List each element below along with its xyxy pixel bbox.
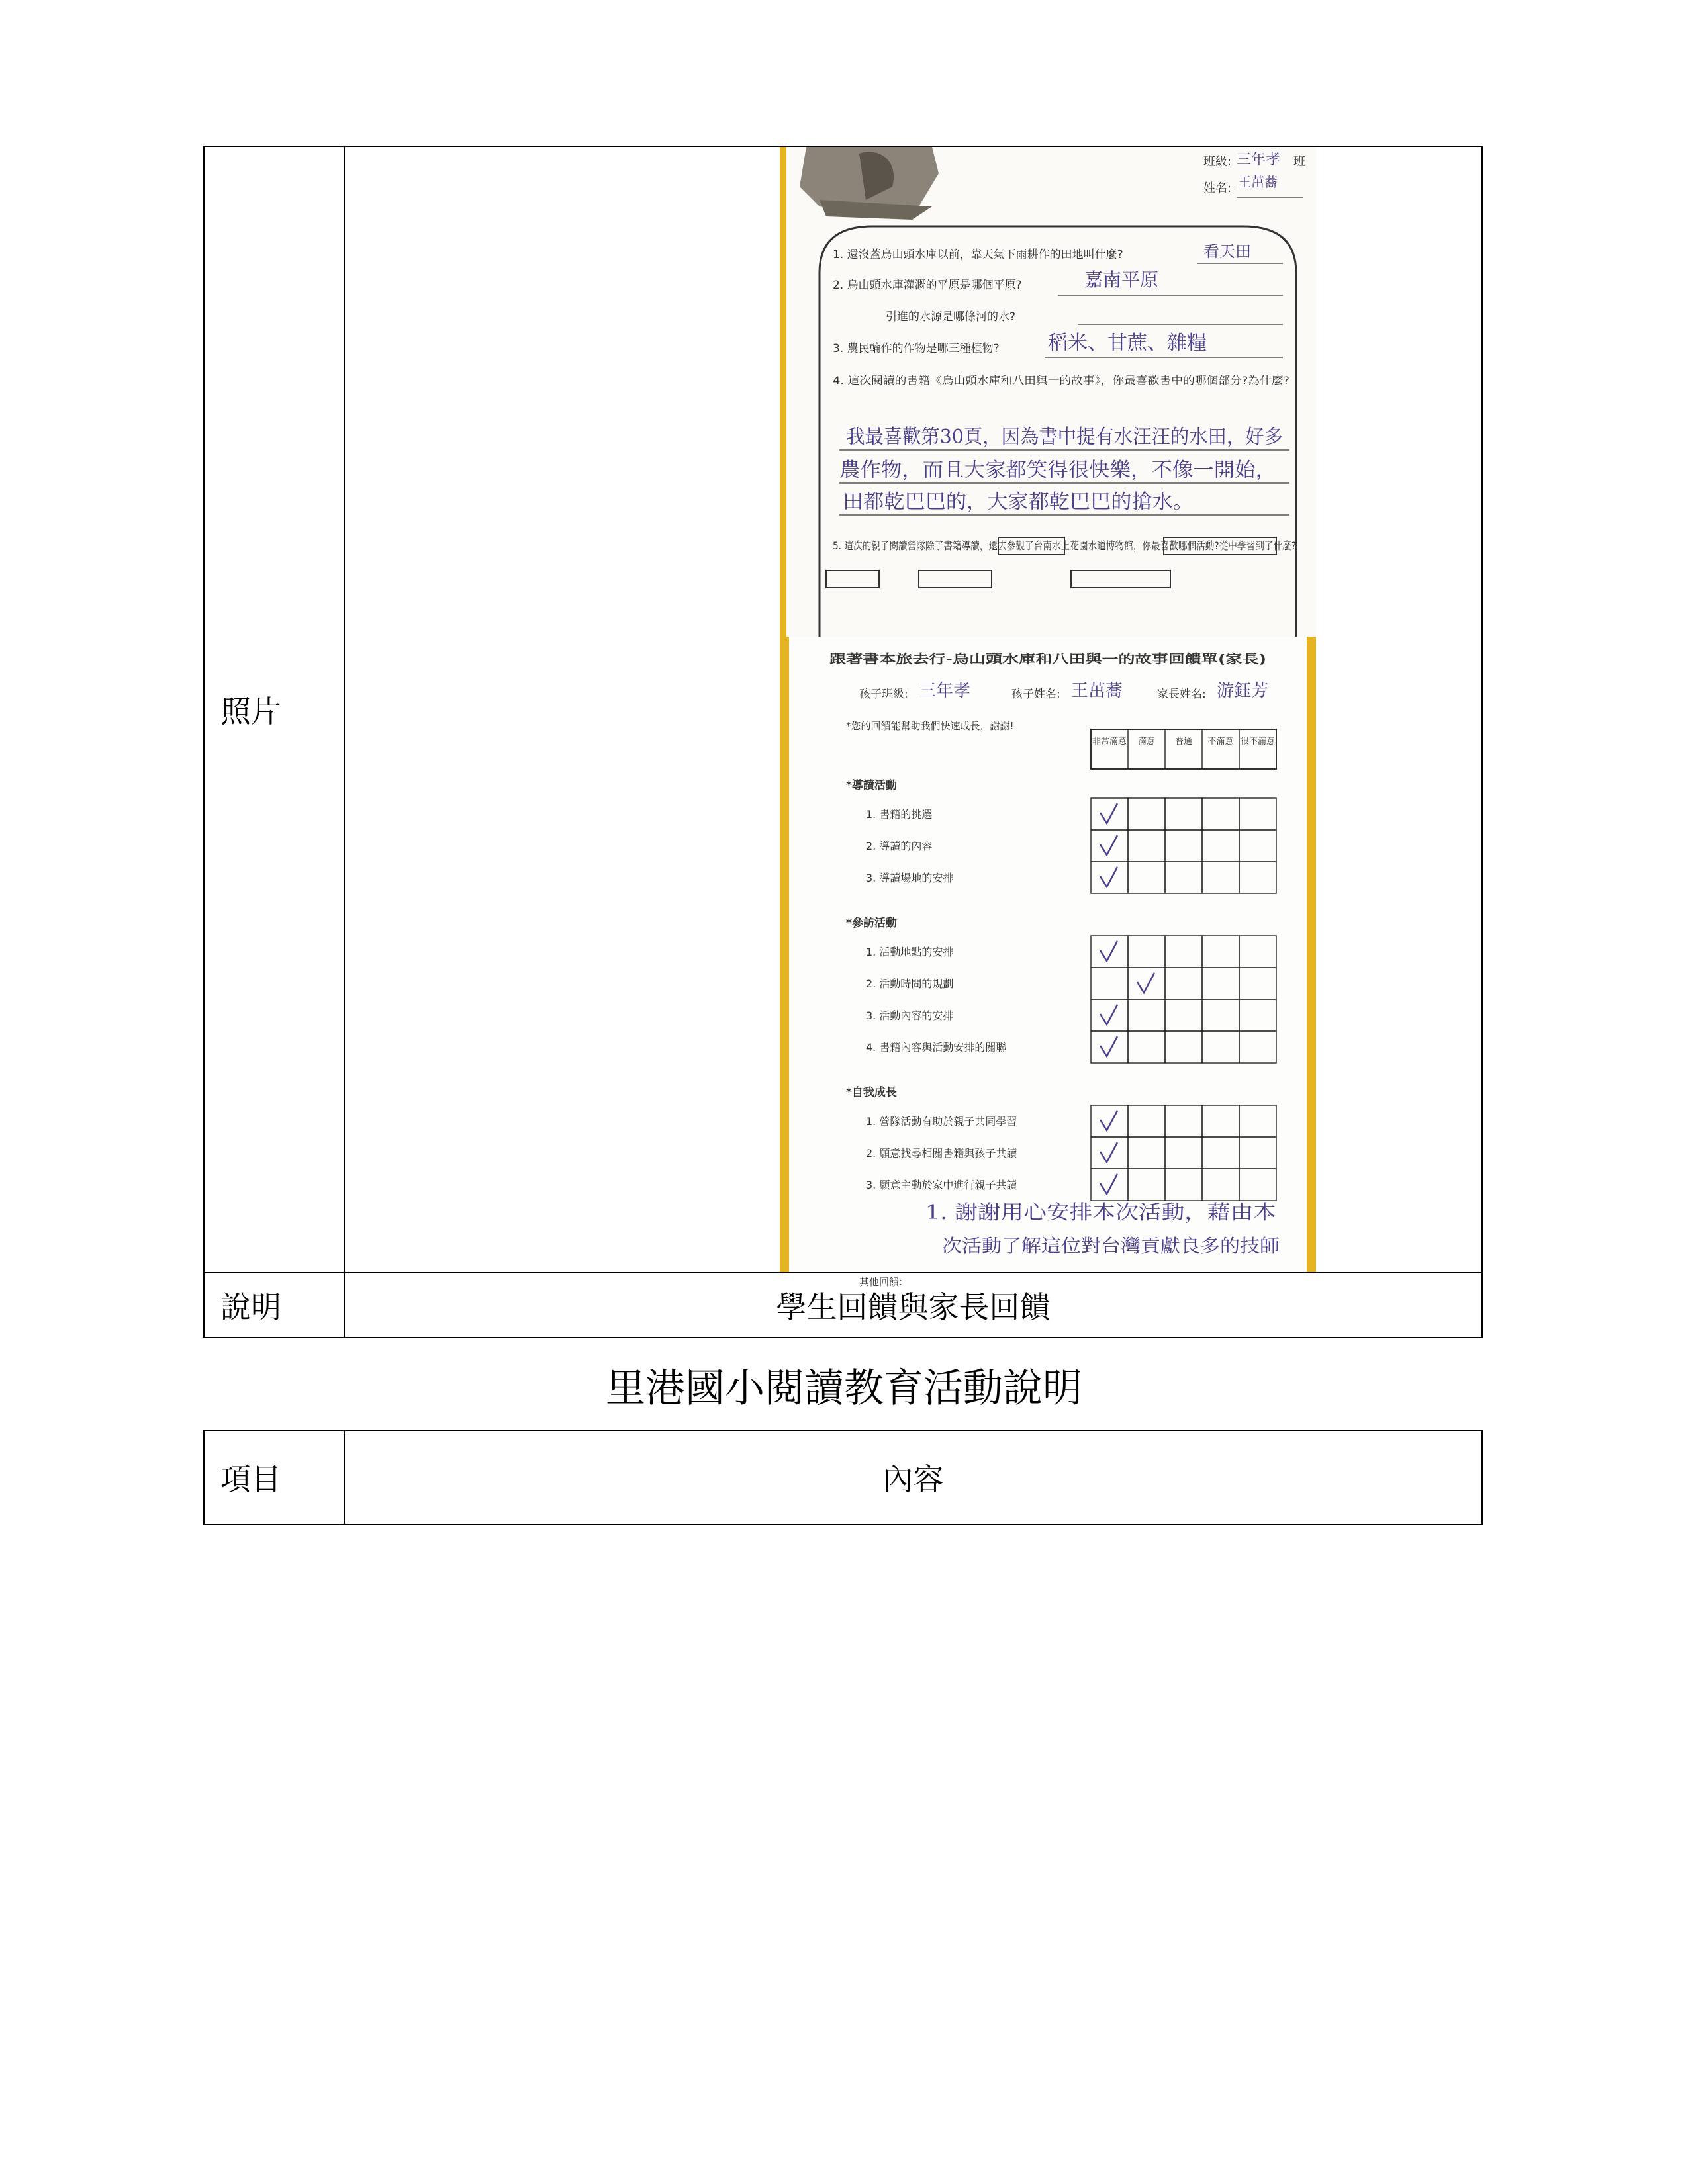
student-name-label: 姓名: [1203, 181, 1232, 195]
parent-child-label: 孩子姓名: [1011, 688, 1060, 701]
rating-item: 4. 書籍內容與活動安排的關聯 [866, 1041, 1007, 1054]
a4-line3: 田都乾巴巴的，大家都乾巴巴的搶水。 [843, 490, 1194, 514]
section-title: 里港國小閱讀教育活動說明 [606, 1365, 1082, 1412]
rating-item: 1. 活動地點的安排 [866, 946, 954, 958]
a4-line2: 農作物，而且大家都笑得很快樂，不像一開始， [839, 459, 1276, 482]
feedback-photo [780, 147, 1316, 1288]
q3-text: 3. 農民輪作的作物是哪三種植物? [833, 342, 1000, 355]
student-class-suffix: 班 [1293, 155, 1305, 169]
parent-name-label: 家長姓名: [1157, 688, 1206, 701]
desc-label: 說明 [204, 1273, 344, 1338]
rating-item: 3. 願意主動於家中進行親子共讀 [866, 1179, 1017, 1191]
q2b-text: 引進的水源是哪條河的水? [886, 310, 1016, 324]
rating-item: 2. 願意找尋相關書籍與孩子共讀 [866, 1147, 1017, 1160]
q2-text: 2. 烏山頭水庫灌溉的平原是哪個平原? [833, 279, 1022, 292]
desc-value: 學生回饋與家長回饋 [344, 1273, 1482, 1338]
rating-header: 很不滿意 [1240, 737, 1276, 747]
rating-section-title: *參訪活動 [846, 917, 897, 930]
student-class-label: 班級: [1203, 155, 1232, 169]
rating-header: 非常滿意 [1092, 737, 1127, 747]
other-feedback-line1: 1. 謝謝用心安排本次活動，藉由本 [925, 1201, 1276, 1224]
q1-text: 1. 還沒蓋烏山頭水庫以前，靠天氣下雨耕作的田地叫什麼? [833, 248, 1123, 261]
rating-item: 3. 導讀場地的安排 [866, 872, 954, 884]
student-class-value: 三年孝 [1237, 152, 1281, 168]
rating-header: 滿意 [1137, 737, 1156, 747]
parent-name-value: 游鈺芳 [1217, 681, 1269, 701]
parent-sheet-title: 跟著書本旅去行-烏山頭水庫和八田與一的故事回饋單(家長) [829, 652, 1161, 666]
rating-item: 1. 書籍的挑選 [866, 808, 933, 821]
photo-cell [344, 146, 1482, 1288]
rating-item: 2. 活動時間的規劃 [866, 978, 954, 990]
parent-class-label: 孩子班級: [859, 688, 908, 701]
a3-text: 稻米、甘蔗、雜糧 [1048, 332, 1207, 355]
content-header: 內容 [344, 1430, 1482, 1524]
q4-text: 4. 這次閱讀的書籍《烏山頭水庫和八田與一的故事》，你最喜歡書中的哪個部分?為什麼? [833, 374, 1289, 387]
rating-header: 普通 [1174, 737, 1193, 747]
rating-header: 不滿意 [1207, 737, 1234, 747]
rating-section-title: *自我成長 [846, 1086, 897, 1099]
activity-table [203, 1430, 1483, 1525]
item-header: 項目 [204, 1430, 344, 1524]
rating-item: 2. 導讀的內容 [866, 840, 933, 852]
q5-text: 5. 這次的親子閱讀營隊除了書籍導讀，還去參觀了台南水上花園水道博物館，你最喜歡哪個活動?從中學習到了什麼? [833, 539, 1296, 552]
a1-text: 看天田 [1203, 242, 1251, 261]
parent-class-value: 三年孝 [919, 681, 971, 701]
parent-child-value: 王茁蕎 [1071, 681, 1123, 701]
other-feedback-label: 其他回饋: [859, 1276, 903, 1288]
photo-label: 照片 [204, 146, 344, 1273]
photo-table [203, 146, 1483, 1338]
student-name-value: 王茁蕎 [1238, 174, 1278, 190]
a2-text: 嘉南平原 [1084, 269, 1159, 291]
parent-intro: *您的回饋能幫助我們快速成長，謝謝! [846, 720, 1014, 732]
rating-item: 1. 營隊活動有助於親子共同學習 [866, 1115, 1017, 1128]
rating-item: 3. 活動內容的安排 [866, 1009, 954, 1022]
rating-section-title: *導讀活動 [846, 779, 897, 792]
a4-line1: 我最喜歡第30頁，因為書中提有水汪汪的水田，好多 [846, 426, 1283, 449]
other-feedback-line2: 次活動了解這位對台灣貢獻良多的技師 [942, 1235, 1280, 1257]
